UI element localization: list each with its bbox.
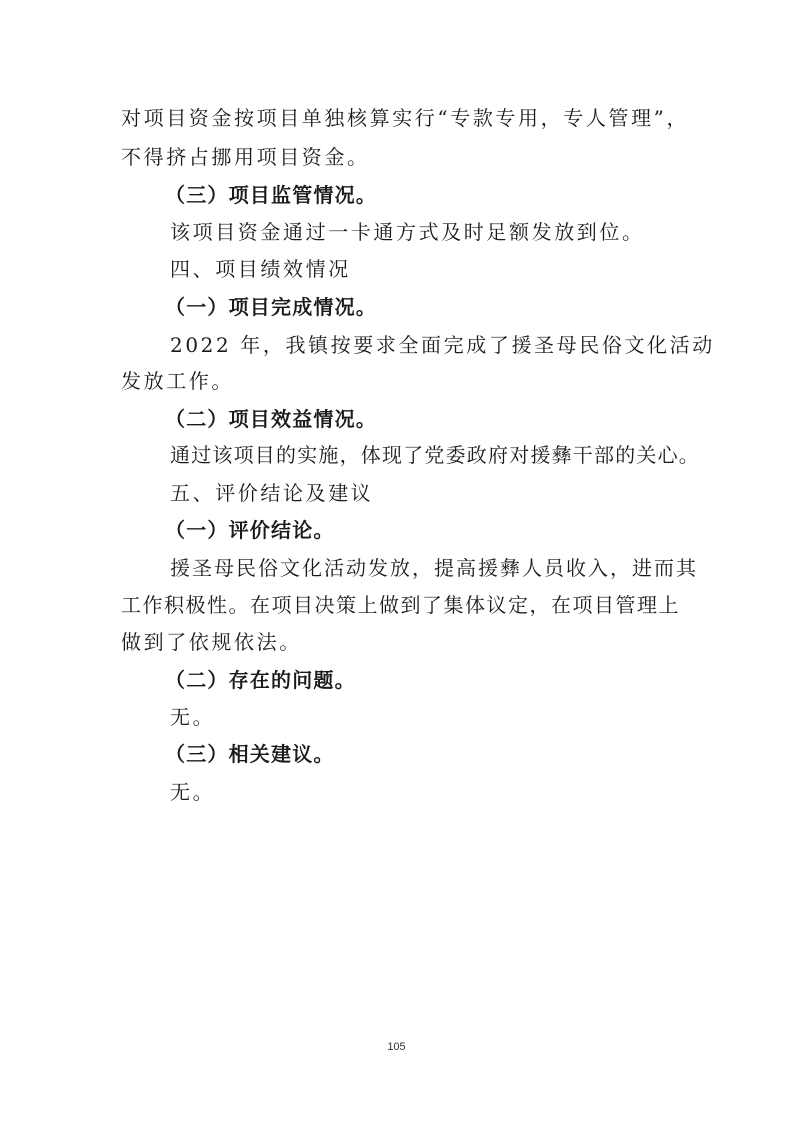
paragraph-line: 无。: [170, 780, 216, 804]
paragraph-line: 该项目资金通过一卡通方式及时足额发放到位。: [170, 220, 645, 244]
paragraph-line: 通过该项目的实施，体现了党委政府对援彝干部的关心。: [170, 443, 700, 467]
paragraph-line: 工作积极性。在项目决策上做到了集体议定，在项目管理上: [121, 593, 680, 617]
subsection-heading: （三）相关建议。: [165, 742, 335, 766]
section-heading: 四、项目绩效情况: [170, 257, 351, 281]
paragraph-line: 做到了依规依法。: [121, 630, 302, 654]
paragraph-line: 无。: [170, 705, 216, 729]
subsection-heading: （三）项目监管情况。: [165, 183, 377, 207]
section-heading: 五、评价结论及建议: [170, 481, 374, 505]
paragraph-line: 2022 年，我镇按要求全面完成了援圣母民俗文化活动: [170, 333, 715, 357]
subsection-heading: （一）评价结论。: [165, 518, 335, 542]
subsection-heading: （一）项目完成情况。: [165, 295, 377, 319]
subsection-heading: （二）项目效益情况。: [165, 407, 377, 431]
paragraph-line: 发放工作。: [121, 369, 234, 393]
paragraph-line: 援圣母民俗文化活动发放，提高援彝人员收入，进而其: [170, 556, 698, 580]
subsection-heading: （二）存在的问题。: [165, 668, 356, 692]
paragraph-line: 对项目资金按项目单独核算实行“专款专用，专人管理”，: [121, 106, 690, 130]
paragraph-line: 不得挤占挪用项目资金。: [121, 145, 370, 169]
page-number: 105: [387, 1041, 406, 1053]
